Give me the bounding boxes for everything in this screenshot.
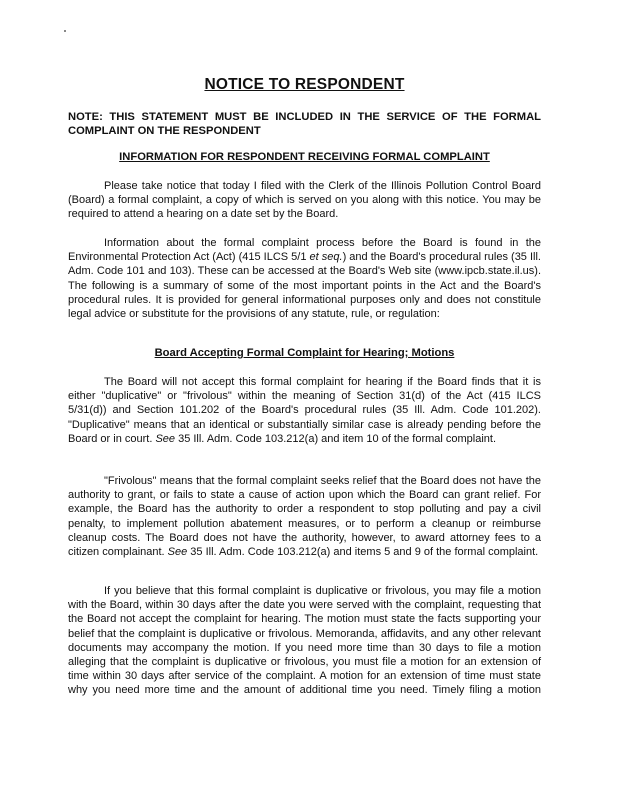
- paragraph-motion-filing: If you believe that this formal complaint is duplicative or frivolous, you may file a motion with the Board, within 30 days after the date you were served with the complaint, requesting that the Board not accept the complaint for hearing. The motion must state the facts supporting your belief that the complaint is duplicative or frivolous. Memoranda, affidavits, and any other relevant documents may accompany the motion. If you need more time than 30 days to file a motion alleging that the complaint is duplicative or frivolous, you must file a motion for an extension of time within 30 days after service of the complaint. A motion for an extension of time must state why you need more time and the amount of additional time you need. Timely filing a motion: [68, 585, 541, 697]
- paragraph-frivolous-italic: See: [167, 546, 188, 559]
- paragraph-duplicative-text-b: 35 Ill. Adm. Code 103.212(a) and item 10 of the formal complaint.: [175, 432, 497, 445]
- note-statement: NOTE: THIS STATEMENT MUST BE INCLUDED IN THE SERVICE OF THE FORMAL COMPLAINT ON THE RESPONDENT: [68, 111, 541, 137]
- paragraph-duplicative-italic: See: [155, 432, 176, 445]
- paragraph-notice: Please take notice that today I filed with the Clerk of the Illinois Pollution Control Board (Board) a formal complaint, a copy of which is served on you along with this notice. You may be required to attend a hearing on a date set by the Board.: [68, 180, 541, 221]
- paragraph-frivolous-text-a: "Frivolous" means that the formal complaint seeks relief that the Board does not have the authority to grant, or fails to state a cause of action upon which the Board can grant relief. For example, the Board has the authority to order a respondent to stop polluting and pay a civil penalty, to implement pollution abatement measures, or to perform a cleanup or reimburse cleanup costs. The Board does not have the authority, however, to award attorney fees to a citizen complainant.: [68, 475, 541, 559]
- paragraph-frivolous: [68, 474, 541, 559]
- paragraph-information-text-b: ) and the Board's procedural rules (35 Ill. Adm. Code 101 and 103). These can be accessed at the Board's Web site (www.ipcb.state.il.us). The following is a summary of some of the most important points in the Act and the Board's procedural rules. It is provided for general informational purposes only and does not constitule legal advice or substitute for the provisions of any statute, rule, or regulation:: [68, 251, 541, 321]
- paragraph-duplicative: [68, 375, 541, 446]
- paragraph-duplicative-text-a: The Board will not accept this formal complaint for hearing if the Board finds that it is either "duplicative" or "frivolous" within the meaning of Section 31(d) of the Act (415 ILCS 5/31(d)) and Section 101.202 of the Board's procedural rules (35 Ill. Adm. Code 101.202). "Duplicative" means that an identical or substantially similar case is already pending before the Board or in court.: [68, 376, 541, 445]
- scan-speck: [64, 30, 66, 32]
- page-title: NOTICE TO RESPONDENT: [204, 76, 405, 93]
- paragraph-information: [68, 236, 541, 321]
- paragraph-frivolous-text-b: 35 Ill. Adm. Code 103.212(a) and items 5 and 9 of the formal complaint.: [187, 546, 539, 559]
- paragraph-information-text-a: Information about the formal complaint process before the Board is found in the Environmental Protection Act (Act) (415 ILCS 5/1: [68, 237, 541, 264]
- subheading-motions: Board Accepting Formal Complaint for Hearing; Motions: [154, 347, 455, 359]
- section-heading: INFORMATION FOR RESPONDENT RECEIVING FORMAL COMPLAINT: [119, 151, 490, 163]
- paragraph-information-italic: et seq.: [309, 251, 343, 264]
